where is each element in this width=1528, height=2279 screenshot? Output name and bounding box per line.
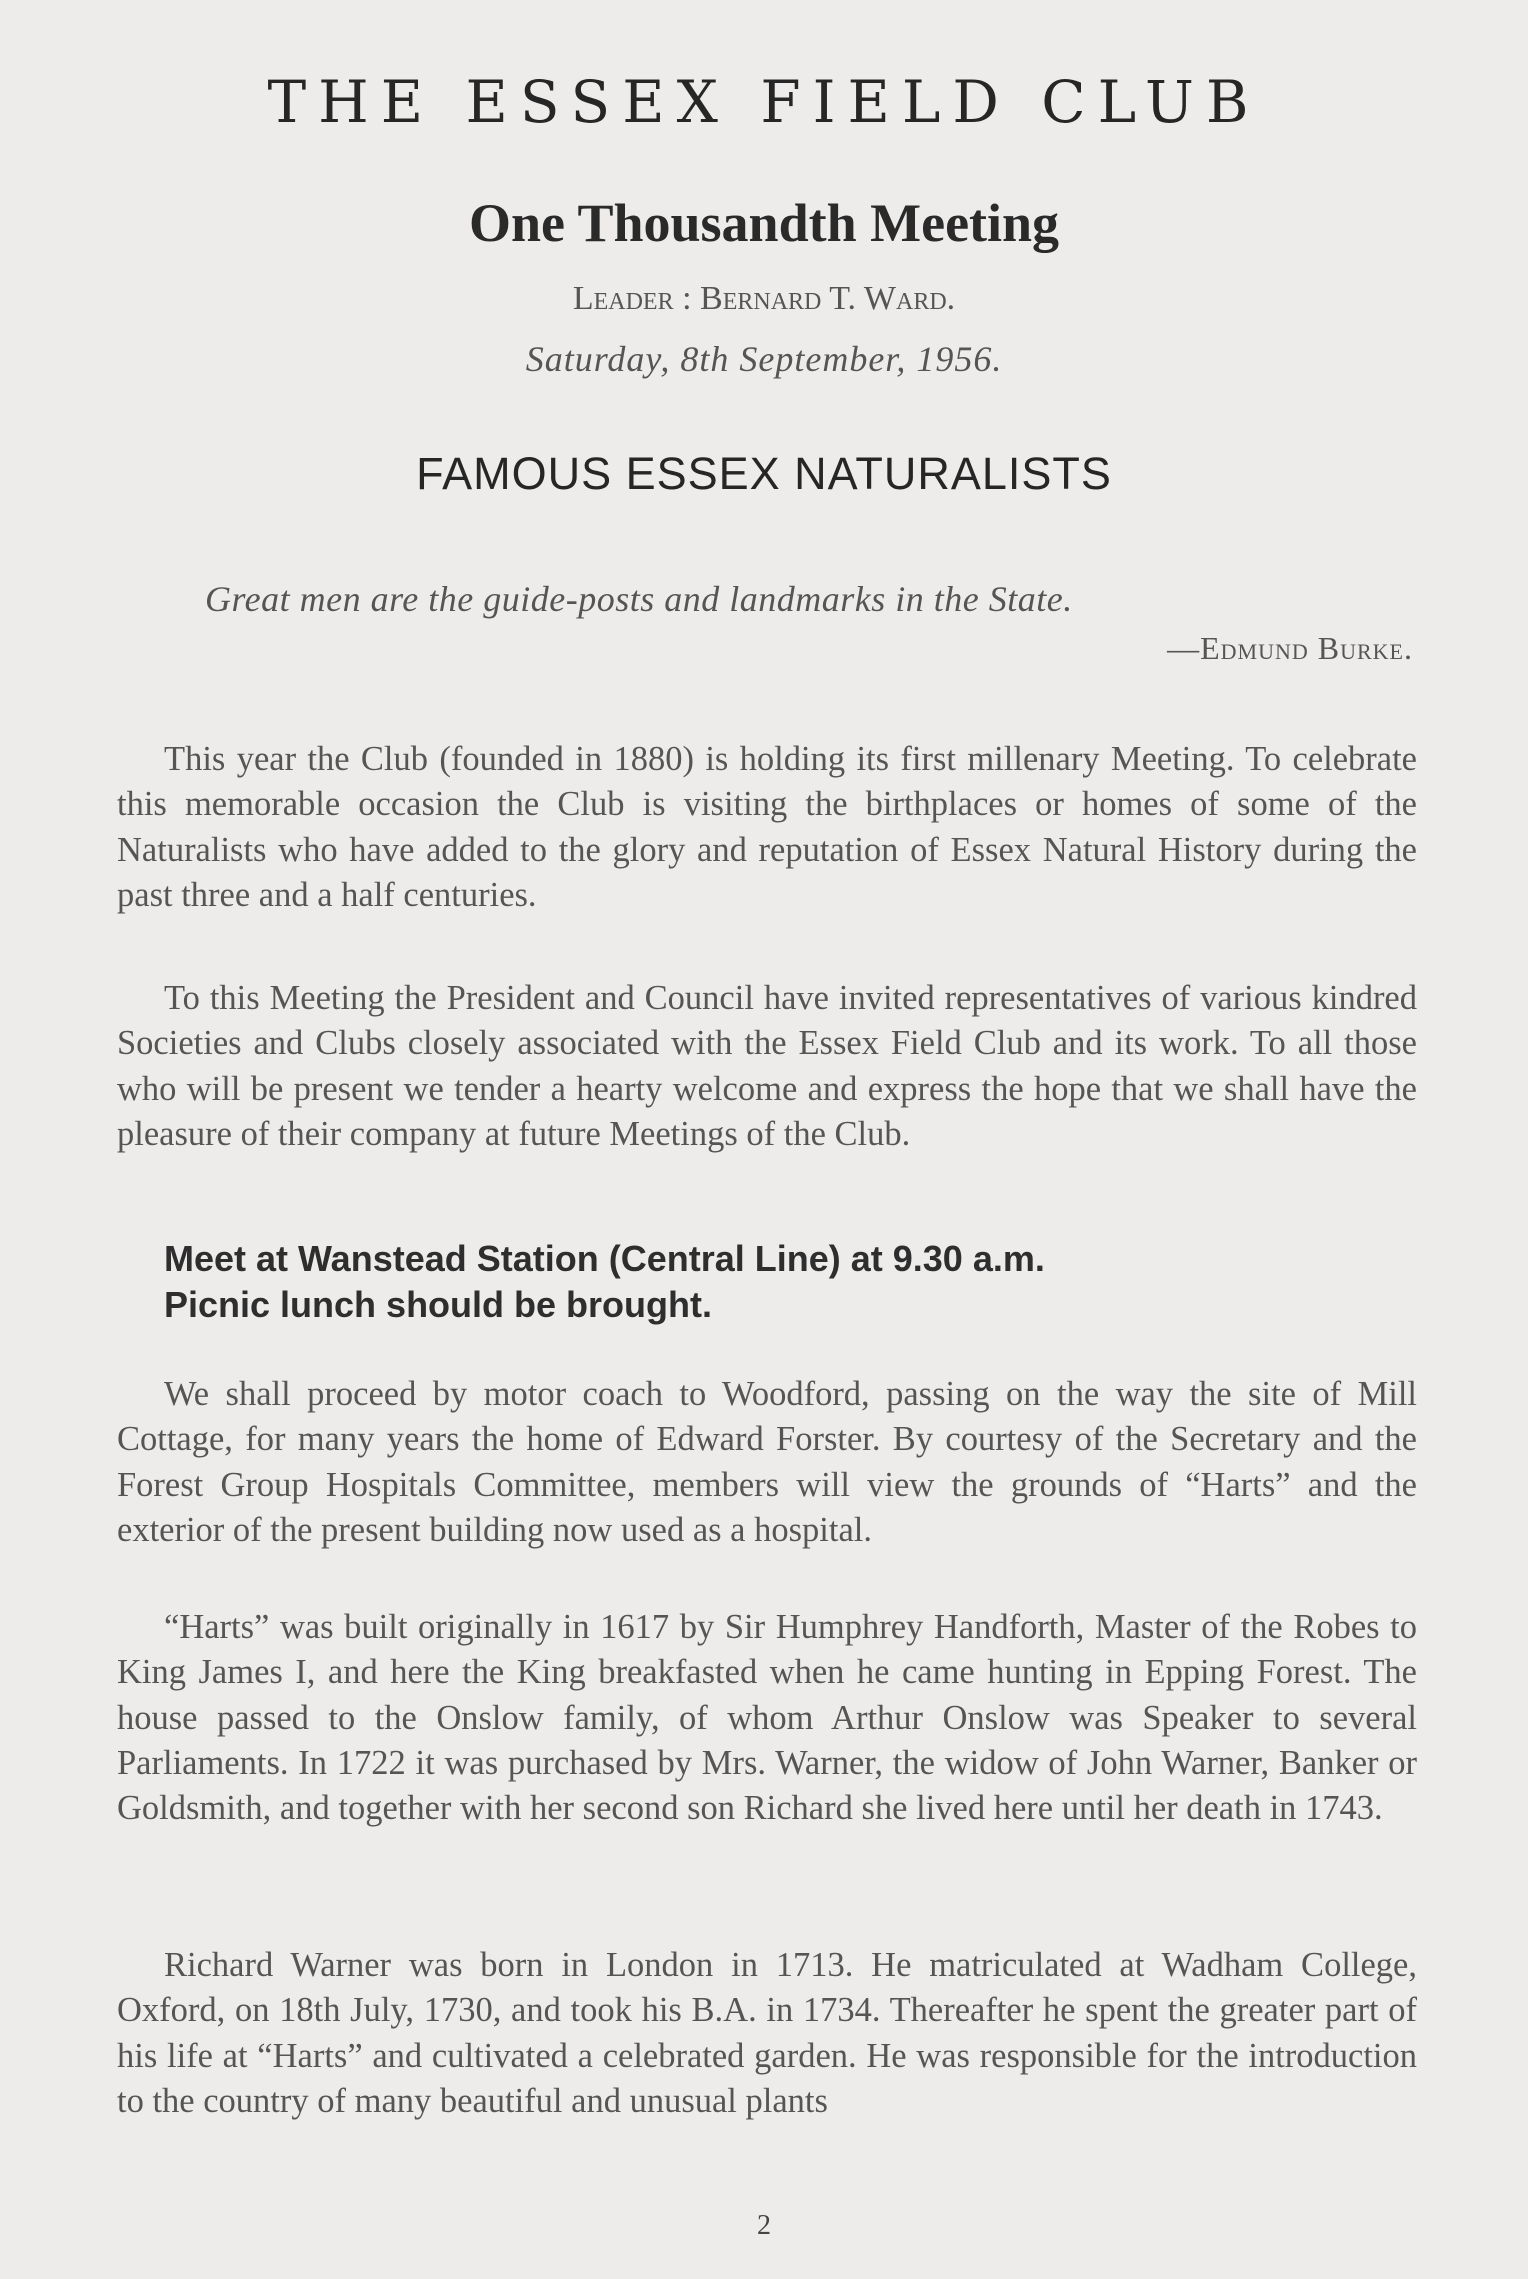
notice-picnic: Picnic lunch should be brought. <box>164 1284 712 1325</box>
paragraph-invitation: To this Meeting the President and Council have invited representatives of various kindred Societies and Clubs closely associated with the Essex Field Club and its work. To all those who will be present we tender a hearty welcome and express the hope that we shall have the pleasure of their company at future Meetings of the Club. <box>117 979 1417 1153</box>
notice-meeting-point: Meet at Wanstead Station (Central Line) at 9.30 a.m. <box>164 1238 1045 1279</box>
paragraph-route: We shall proceed by motor coach to Woodford, passing on the way the site of Mill Cottage, for many years the home of Edward Forster. By courtesy of the Secretary and the Forest Group Hospitals Committee, members will view the grounds of “Harts” and the exterior of the present building now used as a hospital. <box>117 1375 1417 1549</box>
meeting-notice <box>164 1236 1384 1328</box>
epigraph-quote: Great men are the guide-posts and landmarks in the State. <box>205 579 1073 619</box>
leader-line: Leader : Bernard T. Ward. <box>572 280 956 317</box>
club-title: THE ESSEX FIELD CLUB <box>267 68 1261 136</box>
paragraph-harts-history: “Harts” was built originally in 1617 by Sir Humphrey Handforth, Master of the Robes to King James I, and here the King breakfasted when he came hunting in Epping Forest. The house passed to the Onslow family, of whom Arthur Onslow was Speaker to several Parliaments. In 1722 it was purchased by Mrs. Warner, the widow of John Warner, Banker or Goldsmith, and together with her second son Richard she lived here until her death in 1743. <box>117 1608 1417 1828</box>
meeting-title: One Thousandth Meeting <box>468 193 1060 253</box>
section-heading: FAMOUS ESSEX NATURALISTS <box>416 448 1112 499</box>
paragraph-intro: This year the Club (founded in 1880) is holding its first millenary Meeting. To celebrate this memorable occasion the Club is visiting the birthplaces or homes of some of the Naturalists who have added to the glory and reputation of Essex Natural History during the past three and a half centuries. <box>117 740 1417 914</box>
paragraph-richard-warner: Richard Warner was born in London in 1713. He matriculated at Wadham College, Oxford, on 18th July, 1730, and took his B.A. in 1734. Thereafter he spent the greater part of his life at “Harts” and cultivated a celebrated garden. He was responsible for the introduction to the country of many beautiful and unusual plants <box>117 1946 1417 2120</box>
epigraph-author: —Edmund Burke. <box>1167 630 1413 666</box>
page-number: 2 <box>757 2210 771 2241</box>
meeting-date: Saturday, 8th September, 1956. <box>525 339 1003 379</box>
